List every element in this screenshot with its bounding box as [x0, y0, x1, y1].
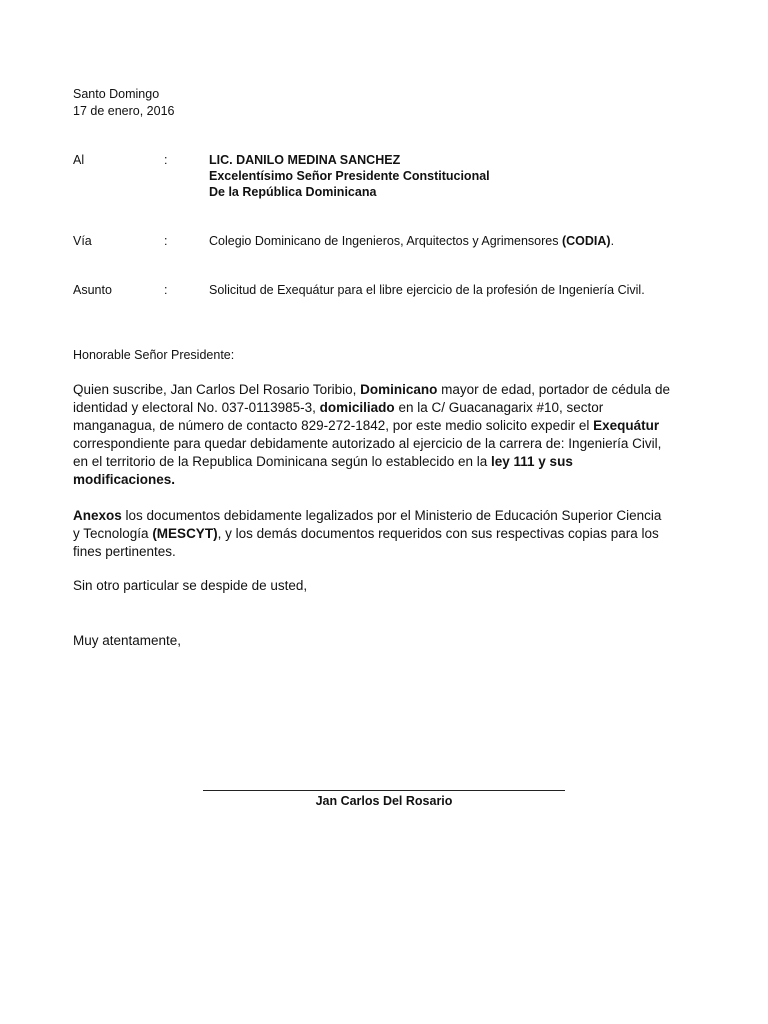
via-separator: :: [164, 234, 168, 248]
p1-l2-b: domiciliado: [319, 400, 395, 415]
via-text-main: Colegio Dominicano de Ingenieros, Arquitectos y Agrimensores: [209, 234, 562, 248]
via-text-codia: (CODIA): [561, 234, 611, 248]
p1-l1-c: mayor de edad, portador de cédula de: [437, 382, 671, 397]
signature-line: [203, 790, 565, 791]
via-text-end: .: [610, 234, 615, 248]
p1-l5-b: ley 111 y sus: [491, 454, 573, 469]
p1-l5-a: en el territorio de la Republica Dominicana según lo establecido en la: [73, 454, 491, 469]
al-line-1: LIC. DANILO MEDINA SANCHEZ: [209, 153, 401, 167]
closing-line: Sin otro particular se despide de usted,: [73, 578, 308, 593]
letter-date: 17 de enero, 2016: [73, 104, 175, 118]
farewell: Muy atentamente,: [73, 633, 182, 648]
p1-line-1: [73, 381, 703, 399]
p1-l1-b: Dominicano: [360, 382, 438, 397]
salutation: Honorable Señor Presidente:: [73, 348, 235, 362]
al-label: Al: [73, 153, 85, 167]
p2-l3: fines pertinentes.: [73, 544, 176, 559]
p1-line-3: [73, 417, 703, 435]
al-line-2: Excelentísimo Señor Presidente Constitucional: [209, 169, 490, 183]
al-line-3: De la República Dominicana: [209, 185, 377, 199]
asunto-label: Asunto: [73, 283, 112, 297]
p1-l2-a: identidad y electoral No. 037-0113985-3,: [73, 400, 320, 415]
p2-l2-b: (MESCYT): [152, 526, 218, 541]
p1-l1-a: Quien suscribe, Jan Carlos Del Rosario Toribio,: [73, 382, 361, 397]
via-label: Vía: [73, 234, 92, 248]
p1-l2-c: en la C/ Guacanagarix #10, sector: [394, 400, 604, 415]
p1-line-5: [73, 453, 703, 471]
p2-l1-b: los documentos debidamente legalizados por el Ministerio de Educación Superior Ciencia: [121, 508, 662, 523]
p1-line-4: [73, 435, 703, 453]
via-text: [209, 233, 614, 250]
p2-l2-a: y Tecnología: [73, 526, 153, 541]
paragraph-request: [73, 381, 703, 489]
asunto-text: Solicitud de Exequátur para el libre ejercicio de la profesión de Ingeniería Civil.: [209, 283, 645, 297]
p2-line-3: [73, 543, 703, 561]
letter-city: Santo Domingo: [73, 87, 160, 101]
asunto-separator: :: [164, 283, 168, 297]
p1-l4: correspondiente para quedar debidamente autorizado al ejercicio de la carrera de: Ingeniería Civil,: [73, 436, 662, 451]
p1-l3-b: Exequátur: [593, 418, 660, 433]
p1-line-2: [73, 399, 703, 417]
p2-line-2: [73, 525, 703, 543]
p2-line-1: [73, 507, 703, 525]
p2-l2-c: , y los demás documentos requeridos con sus respectivas copias para los: [217, 526, 659, 541]
p1-l6: modificaciones.: [73, 472, 176, 487]
p2-l1-a: Anexos: [73, 508, 122, 523]
paragraph-annexes: [73, 507, 703, 561]
p1-line-6: [73, 471, 703, 489]
p1-l3-a: manganagua, de número de contacto 829-272-1842, por este medio solicito expedir el: [73, 418, 594, 433]
signature-name: Jan Carlos Del Rosario: [315, 794, 453, 808]
al-separator: :: [164, 153, 168, 167]
